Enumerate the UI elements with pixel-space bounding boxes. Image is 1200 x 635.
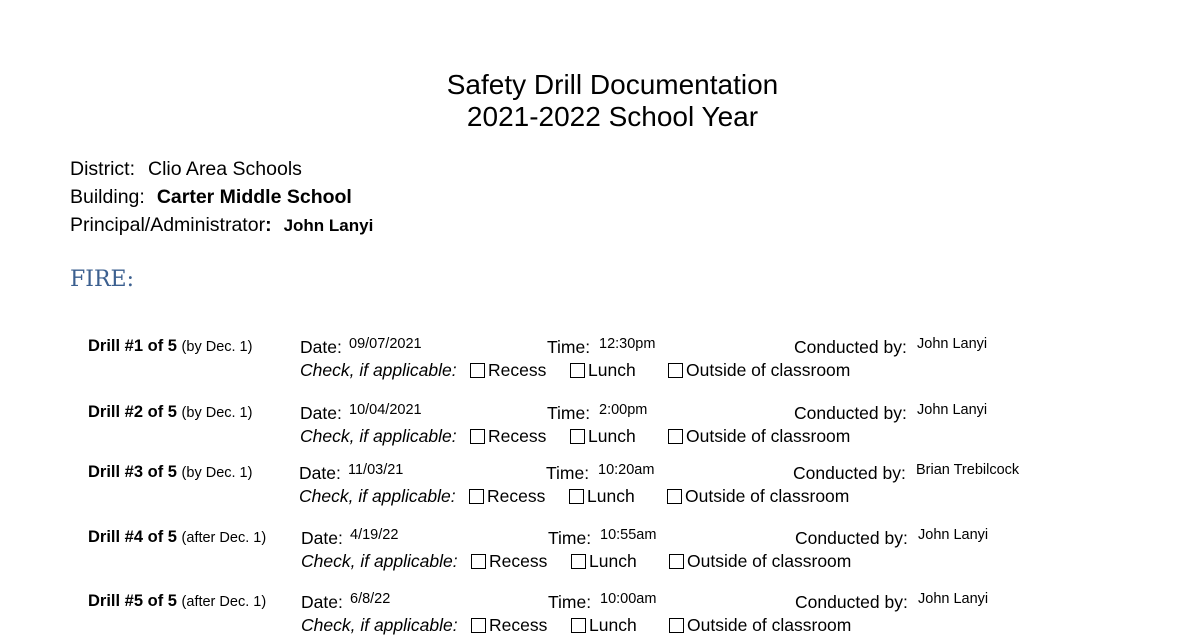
time-value: 2:00pm — [599, 402, 648, 418]
time-label: Time: — [548, 528, 592, 548]
outside-classroom-label: Outside of classroom — [687, 551, 852, 571]
recess-option[interactable] — [469, 486, 545, 506]
principal-line — [70, 213, 373, 238]
page-title: Safety Drill Documentation — [446, 69, 779, 100]
district-label: District: — [70, 158, 135, 180]
drill-name-cell — [88, 402, 252, 423]
time-value: 10:55am — [600, 527, 657, 543]
recess-label: Recess — [487, 486, 546, 506]
lunch-checkbox[interactable] — [571, 618, 586, 633]
principal-colon: : — [265, 214, 272, 236]
district-line — [70, 157, 302, 181]
outside-classroom-label: Outside of classroom — [686, 426, 851, 446]
date-label: Date: — [299, 463, 341, 483]
conducted-by-value: John Lanyi — [918, 591, 989, 607]
lunch-option[interactable] — [570, 426, 636, 446]
lunch-option[interactable] — [571, 615, 637, 635]
drill-deadline: (by Dec. 1) — [181, 339, 253, 355]
recess-option[interactable] — [471, 615, 547, 635]
conducted-by-label: Conducted by: — [795, 592, 908, 612]
date-label: Date: — [300, 403, 342, 423]
time-value: 12:30pm — [599, 336, 656, 352]
recess-checkbox[interactable] — [471, 554, 486, 569]
drill-name-cell — [88, 336, 252, 357]
time-label: Time: — [547, 403, 591, 423]
recess-option[interactable] — [471, 551, 547, 571]
date-label: Date: — [301, 528, 343, 548]
check-row — [301, 551, 458, 571]
date-label: Date: — [301, 592, 343, 612]
recess-checkbox[interactable] — [470, 363, 485, 378]
page-subtitle: 2021-2022 School Year — [466, 101, 759, 132]
conducted-by-label: Conducted by: — [793, 463, 906, 483]
check-row — [299, 486, 456, 506]
recess-label: Recess — [489, 551, 548, 571]
lunch-option[interactable] — [570, 360, 636, 380]
lunch-checkbox[interactable] — [570, 429, 585, 444]
outside-classroom-checkbox[interactable] — [669, 554, 684, 569]
date-value: 4/19/22 — [350, 527, 399, 543]
drill-name: Drill #2 of 5 — [88, 403, 177, 421]
recess-option[interactable] — [470, 360, 546, 380]
lunch-option[interactable] — [571, 551, 637, 571]
lunch-label: Lunch — [589, 615, 637, 635]
lunch-label: Lunch — [589, 551, 637, 571]
outside-classroom-label: Outside of classroom — [685, 486, 850, 506]
recess-label: Recess — [488, 360, 547, 380]
outside-classroom-option[interactable] — [668, 360, 850, 380]
building-value: Carter Middle School — [156, 186, 352, 208]
time-label: Time: — [548, 592, 592, 612]
district-value: Clio Area Schools — [148, 158, 302, 180]
outside-classroom-option[interactable] — [667, 486, 849, 506]
lunch-checkbox[interactable] — [570, 363, 585, 378]
drill-deadline: (after Dec. 1) — [181, 594, 267, 610]
outside-classroom-label: Outside of classroom — [687, 615, 852, 635]
date-label: Date: — [300, 337, 342, 357]
outside-classroom-checkbox[interactable] — [669, 618, 684, 633]
lunch-option[interactable] — [569, 486, 635, 506]
check-label: Check, if applicable: — [300, 360, 457, 380]
conducted-by-value: John Lanyi — [917, 336, 988, 352]
date-value: 09/07/2021 — [349, 336, 422, 352]
lunch-label: Lunch — [588, 426, 636, 446]
drill-name-cell — [88, 591, 266, 612]
recess-label: Recess — [488, 426, 547, 446]
outside-classroom-option[interactable] — [669, 551, 851, 571]
principal-label: Principal/Administrator — [70, 214, 266, 236]
check-label: Check, if applicable: — [300, 426, 457, 446]
drill-name: Drill #1 of 5 — [88, 337, 177, 355]
time-label: Time: — [547, 337, 591, 357]
conducted-by-value: Brian Trebilcock — [916, 462, 1020, 478]
recess-checkbox[interactable] — [469, 489, 484, 504]
outside-classroom-option[interactable] — [669, 615, 851, 635]
outside-classroom-option[interactable] — [668, 426, 850, 446]
principal-value: John Lanyi — [283, 216, 374, 235]
outside-classroom-label: Outside of classroom — [686, 360, 851, 380]
outside-classroom-checkbox[interactable] — [667, 489, 682, 504]
date-value: 10/04/2021 — [349, 402, 422, 418]
lunch-checkbox[interactable] — [569, 489, 584, 504]
conducted-by-label: Conducted by: — [794, 403, 907, 423]
drill-name: Drill #4 of 5 — [88, 528, 177, 546]
outside-classroom-checkbox[interactable] — [668, 363, 683, 378]
conducted-by-label: Conducted by: — [795, 528, 908, 548]
conducted-by-value: John Lanyi — [918, 527, 989, 543]
check-label: Check, if applicable: — [301, 551, 458, 571]
check-row — [301, 615, 458, 635]
drill-name: Drill #5 of 5 — [88, 592, 177, 610]
check-row — [300, 426, 457, 446]
building-label: Building: — [70, 186, 145, 208]
recess-checkbox[interactable] — [470, 429, 485, 444]
section-title: FIRE: — [70, 267, 134, 292]
check-label: Check, if applicable: — [299, 486, 456, 506]
drill-name: Drill #3 of 5 — [88, 463, 177, 481]
drill-name-cell — [88, 527, 266, 548]
conducted-by-label: Conducted by: — [794, 337, 907, 357]
date-value: 6/8/22 — [350, 591, 391, 607]
drill-name-cell — [88, 462, 252, 483]
drill-deadline: (by Dec. 1) — [181, 405, 253, 421]
check-label: Check, if applicable: — [301, 615, 458, 635]
time-value: 10:20am — [598, 462, 655, 478]
lunch-label: Lunch — [588, 360, 636, 380]
drill-deadline: (after Dec. 1) — [181, 530, 267, 546]
conducted-by-value: John Lanyi — [917, 402, 988, 418]
recess-checkbox[interactable] — [471, 618, 486, 633]
lunch-checkbox[interactable] — [571, 554, 586, 569]
time-value: 10:00am — [600, 591, 657, 607]
recess-label: Recess — [489, 615, 548, 635]
check-row — [300, 360, 457, 380]
outside-classroom-checkbox[interactable] — [668, 429, 683, 444]
recess-option[interactable] — [470, 426, 546, 446]
time-label: Time: — [546, 463, 590, 483]
lunch-label: Lunch — [587, 486, 635, 506]
building-line — [70, 185, 352, 209]
drill-deadline: (by Dec. 1) — [181, 465, 253, 481]
date-value: 11/03/21 — [348, 462, 404, 478]
